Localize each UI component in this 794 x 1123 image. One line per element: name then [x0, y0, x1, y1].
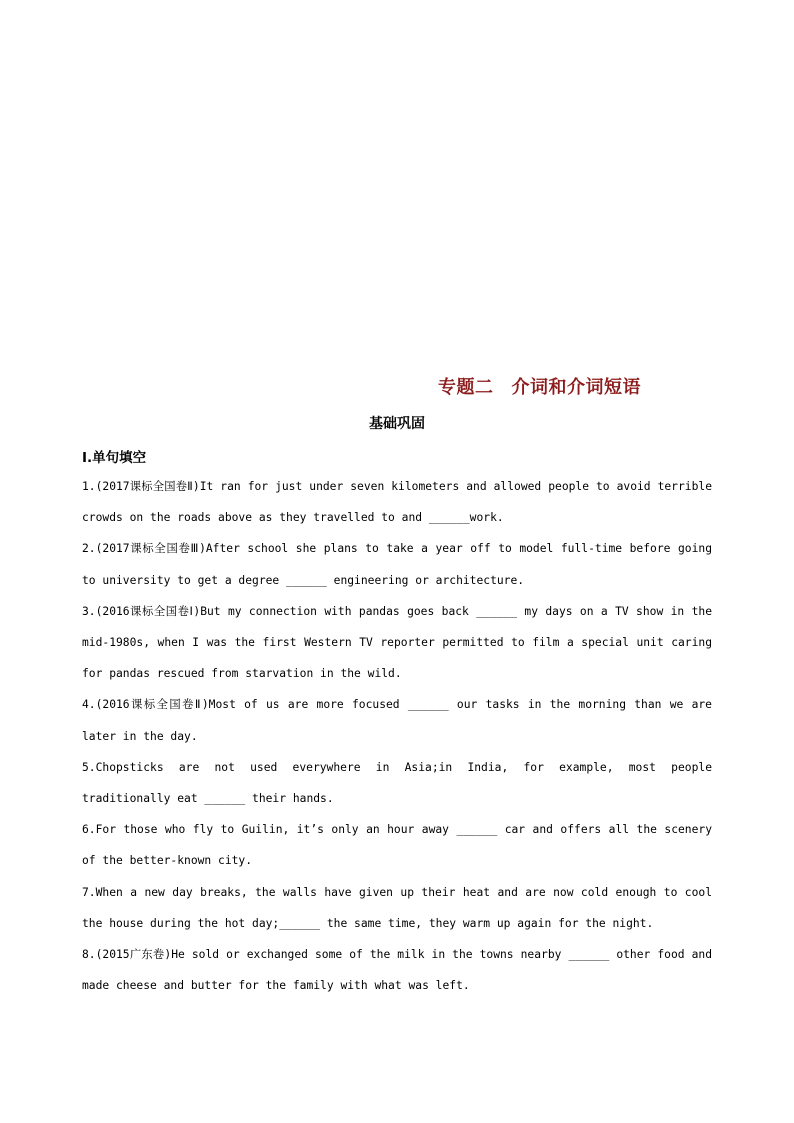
question-item: 2.(2017课标全国卷Ⅲ)After school she plans to take a year off to model full-time before going to university to get a degree ______ engineering or architecture. [82, 542, 712, 587]
section-subtitle: 基础巩固 [369, 416, 425, 432]
title-topic-name: 介词和介词短语 [511, 377, 641, 398]
question-item: 7.When a new day breaks, the walls have given up their heat and are now cold enough to cool the house during the hot day;______ the same time, they warm up again for the night. [82, 885, 712, 930]
title-topic-number: 专题二 [438, 377, 494, 398]
question-item: 1.(2017课标全国卷Ⅱ)It ran for just under seven kilometers and allowed people to avoid terrible crowds on the roads above as they travelled to and ______work. [82, 480, 712, 525]
question-list [82, 471, 712, 1001]
question-item: 8.(2015广东卷)He sold or exchanged some of the milk in the towns nearby ______ other food and made cheese and butter for the family with what was left. [82, 948, 712, 993]
question-item: 3.(2016课标全国卷Ⅰ)But my connection with pandas goes back ______ my days on a TV show in the mid-1980s, when I was the first Western TV reporter permitted to film a special unit caring for pandas rescued from starvation in the wild. [82, 604, 712, 681]
page-title [438, 373, 641, 399]
exercise-heading: Ⅰ.单句填空 [82, 450, 147, 466]
question-item: 5.Chopsticks are not used everywhere in Asia;in India, for example, most people traditionally eat ______ their hands. [82, 760, 712, 806]
question-item: 4.(2016课标全国卷Ⅱ)Most of us are more focused ______ our tasks in the morning than we are later in the day. [82, 698, 712, 743]
question-item: 6.For those who fly to Guilin, it’s only an hour away ______ car and offers all the scenery of the better-known city. [82, 823, 712, 868]
